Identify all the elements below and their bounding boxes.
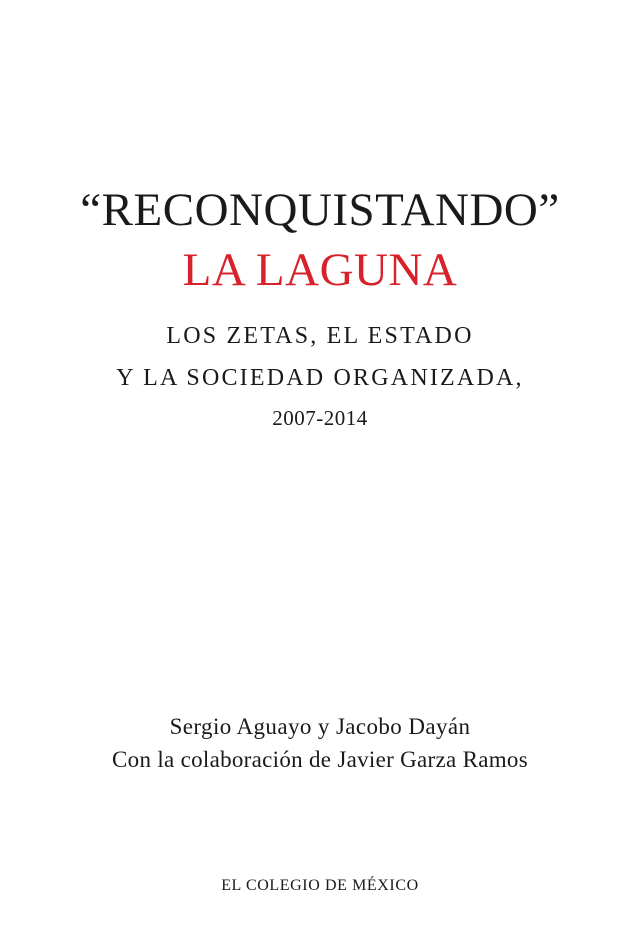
book-title: “RECONQUISTANDO” — [80, 184, 560, 236]
book-collaboration: Con la colaboración de Javier Garza Ramos — [112, 747, 528, 772]
book-subtitle-line-1: LOS ZETAS, EL ESTADO — [166, 323, 474, 349]
book-publisher: EL COLEGIO DE MÉXICO — [221, 877, 419, 894]
book-subtitle-line-2: Y LA SOCIEDAD ORGANIZADA, — [116, 365, 524, 391]
book-subtitle-years: 2007-2014 — [272, 406, 368, 430]
book-title-highlight: LA LAGUNA — [182, 244, 458, 296]
book-authors: Sergio Aguayo y Jacobo Dayán — [169, 714, 471, 739]
